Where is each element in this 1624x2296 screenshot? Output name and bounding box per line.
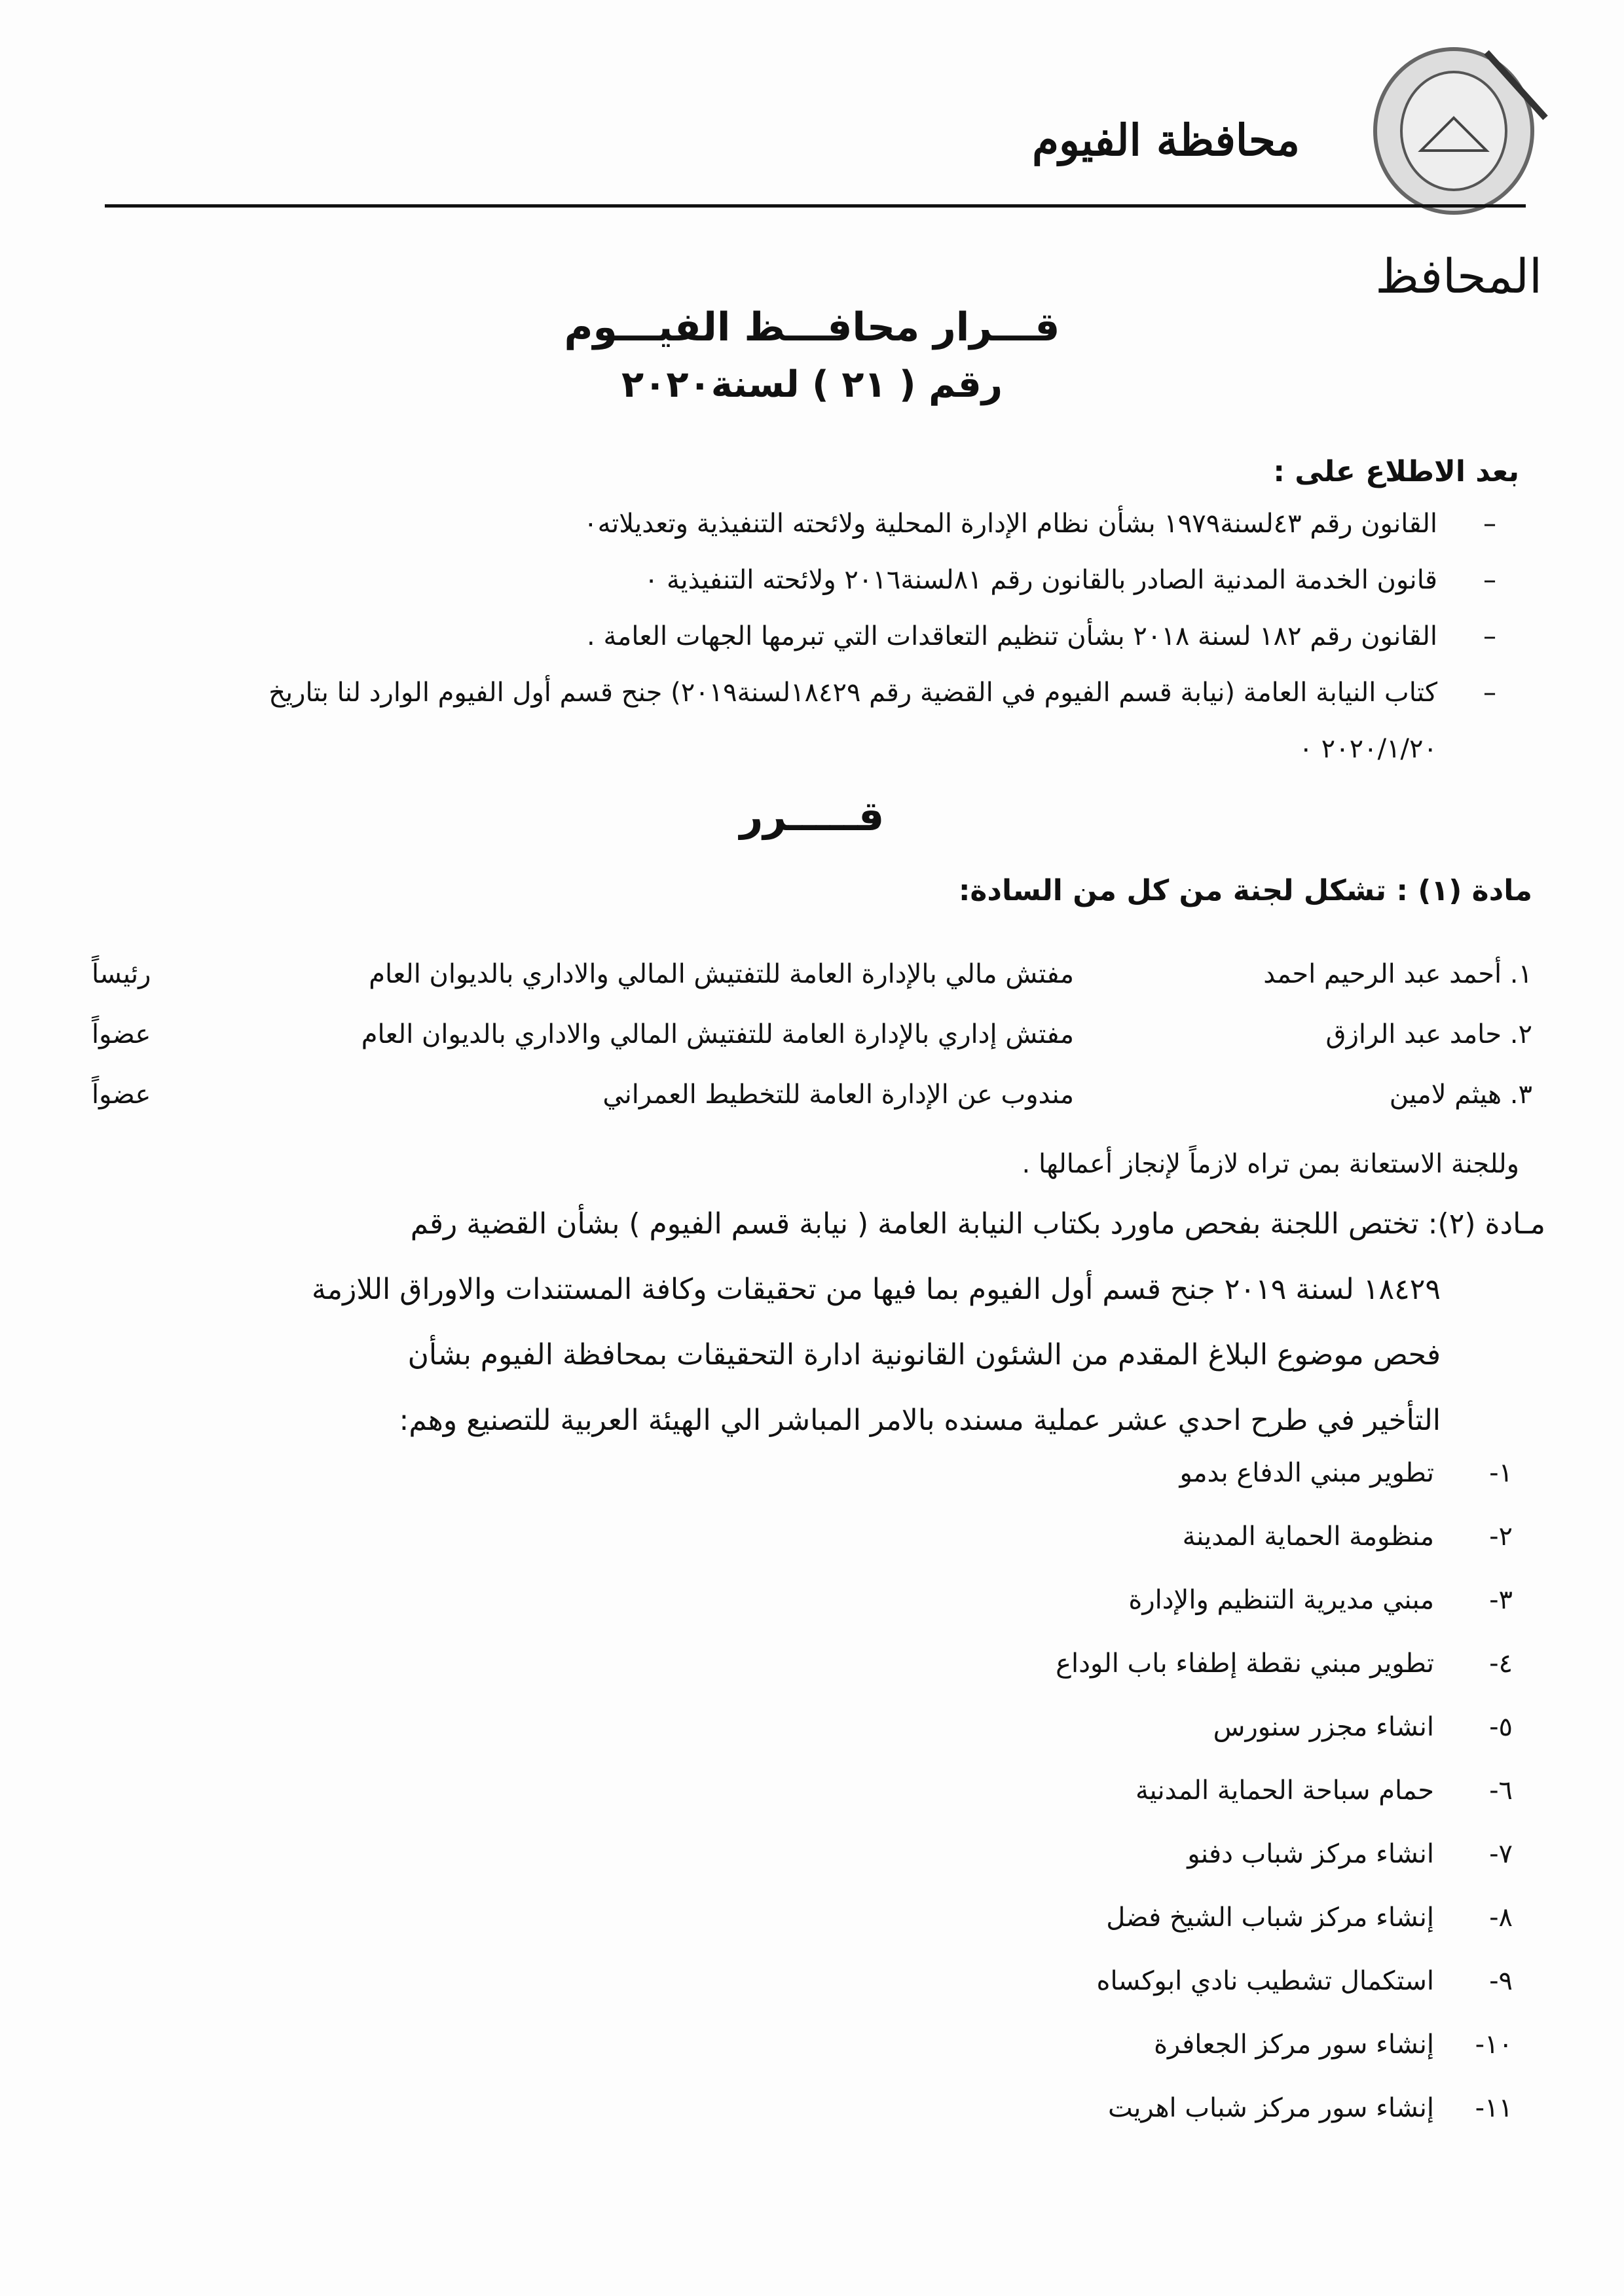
reference-item: – القانون رقم ٤٣لسنة١٩٧٩ بشأن نظام الإدارة المحلية ولائحته التنفيذية وتعديلاته٠	[583, 509, 1496, 539]
decided-heading: قـــــرر	[739, 792, 885, 840]
reference-item: – كتاب النيابة العامة (نيابة قسم الفيوم في القضية رقم ١٨٤٢٩لسنة٢٠١٩) جنح قسم أول الفيوم الوارد لنا بتاريخ	[268, 678, 1496, 708]
preamble-heading: بعد الاطلاع على :	[1273, 455, 1519, 488]
assistance-note: وللجنة الاستعانة بمن تراه لازماً لإنجاز أعمالها .	[1022, 1149, 1519, 1179]
governorate-title: محافظة الفيوم	[1032, 115, 1300, 166]
committee-member: ٢. حامد عبد الرازق مفتش إداري بالإدارة العامة للتفتيش المالي والاداري بالديوان العام عضواً	[92, 1019, 1532, 1049]
project-item: ١- تطوير مبني الدفاع بدمو	[1179, 1458, 1513, 1488]
committee-member: ١. أحمد عبد الرحيم احمد مفتش مالي بالإدارة العامة للتفتيش المالي والاداري بالديوان العام رئيساً	[92, 959, 1532, 989]
office-title: المحافظ	[1375, 249, 1542, 304]
project-item: ٥- انشاء مجزر سنورس	[1213, 1712, 1513, 1742]
decree-title: قـــرار محافـــظ الفيـــوم	[564, 304, 1060, 350]
article-1-heading: مادة (١) : تشكل لجنة من كل من السادة:	[958, 874, 1532, 907]
project-item: ٩- استكمال تشطيب نادي ابوكساه	[1096, 1966, 1513, 1996]
project-item: ٨- إنشاء مركز شباب الشيخ فضل	[1106, 1903, 1513, 1933]
project-item: ٦- حمام سباحة الحماية المدنية	[1135, 1776, 1513, 1806]
project-item: ٣- مبني مديرية التنظيم والإدارة	[1128, 1585, 1513, 1615]
article-2-line: فحص موضوع البلاغ المقدم من الشئون القانونية ادارة التحقيقات بمحافظة الفيوم بشأن	[407, 1338, 1441, 1372]
article-2-line: مـادة (٢): تختص اللجنة بفحص ماورد بكتاب النيابة العامة ( نيابة قسم الفيوم ) بشأن القضية رقم	[410, 1207, 1545, 1241]
project-item: ١١- إنشاء سور مركز شباب اهريت	[1107, 2093, 1513, 2123]
decree-number: رقم ( ٢١ ) لسنة٢٠٢٠	[621, 363, 1003, 406]
project-item: ٤- تطوير مبني نقطة إطفاء باب الوداع	[1056, 1649, 1513, 1679]
project-item: ١٠- إنشاء سور مركز الجعافرة	[1154, 2030, 1513, 2060]
reference-list	[56, 504, 1496, 786]
header-rule	[105, 204, 1526, 208]
project-list	[1056, 1450, 1513, 2149]
reference-date: ٢٠٢٠/١/٢٠ ٠	[1299, 734, 1437, 764]
article-2-line: التأخير في طرح احدي عشر عملية مسنده بالامر المباشر الي الهيئة العربية للتصنيع وهم:	[399, 1404, 1441, 1437]
committee-members	[92, 959, 1532, 1140]
reference-item: – القانون رقم ١٨٢ لسنة ٢٠١٨ بشأن تنظيم التعاقدات التي تبرمها الجهات العامة .	[587, 621, 1496, 651]
project-item: ٧- انشاء مركز شباب دفنو	[1187, 1839, 1513, 1869]
project-item: ٢- منظومة الحماية المدينة	[1182, 1522, 1513, 1552]
article-2-line: ١٨٤٢٩ لسنة ٢٠١٩ جنح قسم أول الفيوم بما فيها من تحقيقات وكافة المستندات والاوراق اللازمة	[311, 1273, 1441, 1306]
committee-member: ٣. هيثم لامين مندوب عن الإدارة العامة للتخطيط العمراني عضواً	[92, 1080, 1532, 1110]
reference-item: – قانون الخدمة المدنية الصادر بالقانون رقم ٨١لسنة٢٠١٦ ولائحته التنفيذية ٠	[644, 565, 1496, 595]
governorate-seal	[1356, 26, 1552, 223]
article-2-body	[105, 1192, 1545, 1453]
